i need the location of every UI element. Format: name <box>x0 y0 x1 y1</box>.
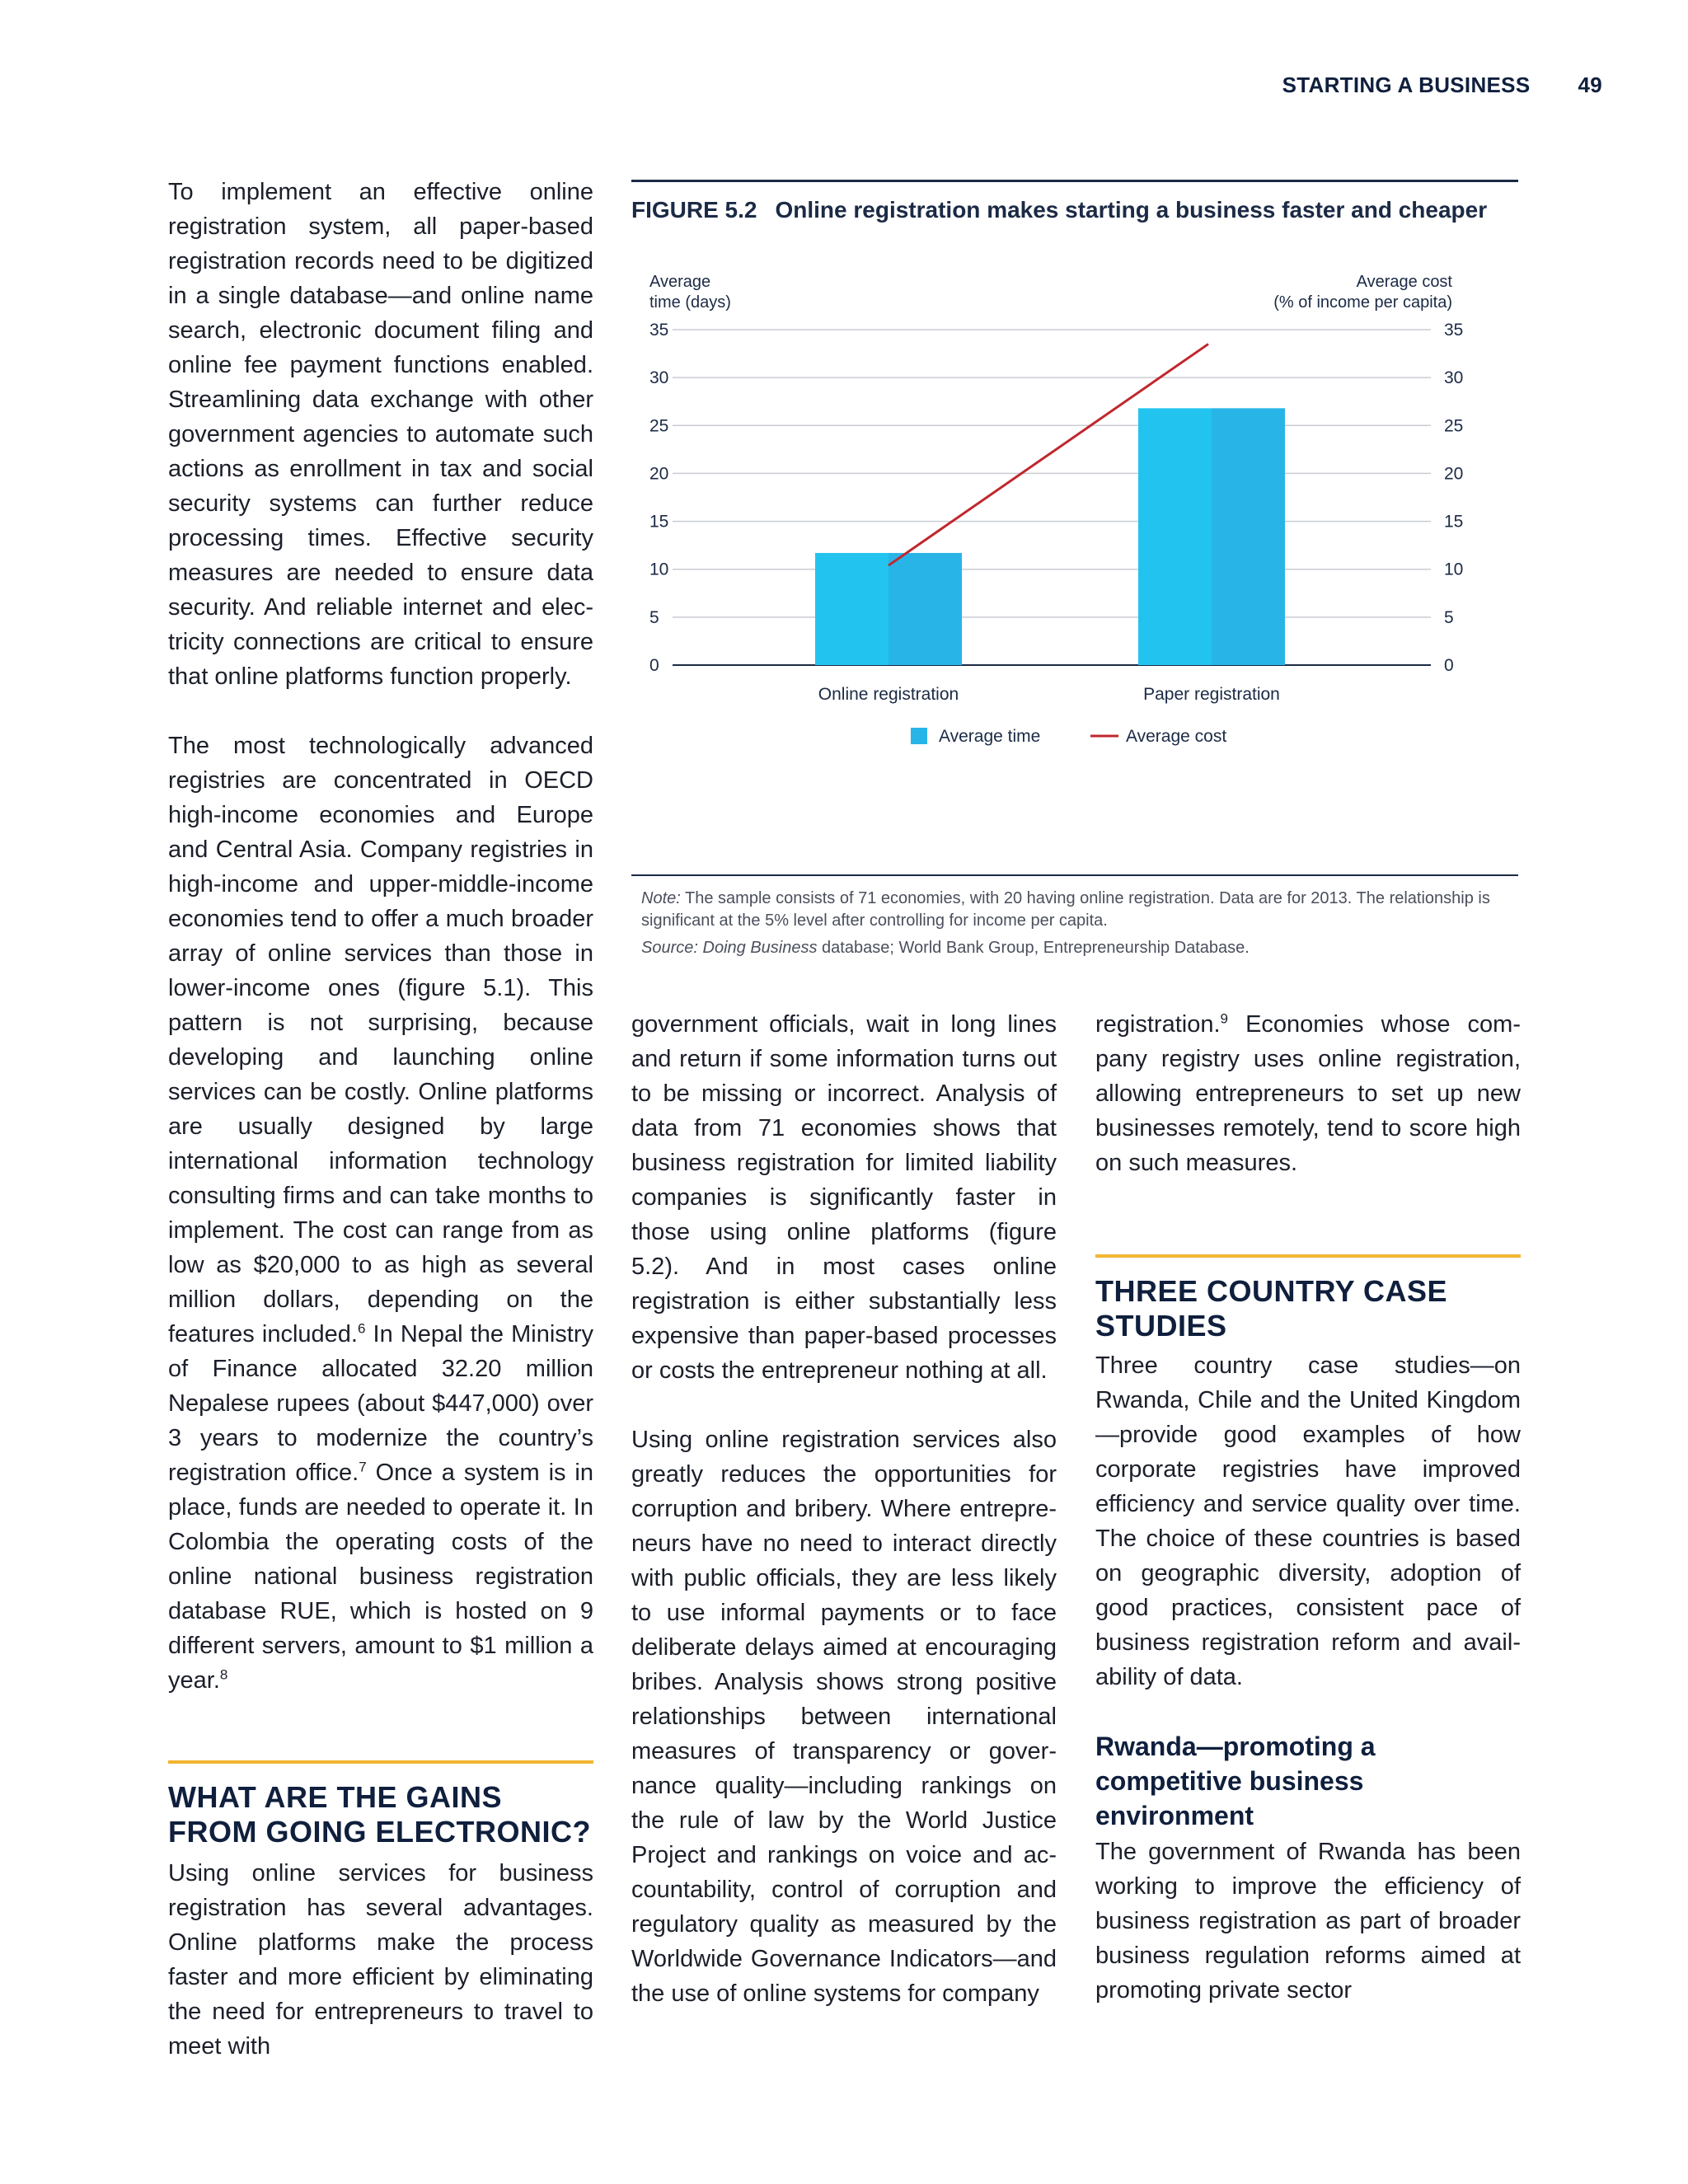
section-divider <box>1095 1254 1521 1258</box>
right-tick-label: 5 <box>1444 607 1454 627</box>
right-tick-label: 30 <box>1444 368 1464 388</box>
right-tick-label: 25 <box>1444 416 1464 436</box>
figure-title: FIGURE 5.2 Online registration makes starting a business faster and cheaper <box>631 197 1488 223</box>
paragraph: Using online registration services also greatly reduces the opportunities for corruption and bribery. Where entrepreneurs have no need to interact directly with public officials, they are less likely to use informal payments or to face deliberate delays aimed at encouraging bribes. Analysis shows strong positive relationships between international measures of transparency or governance quality—including rankings on the rule of law by the World Justice Project and rankings on voice and accountability, control of corruption and regulatory quality as measured by the Worldwide Governance Indicators—and the use of online systems for company <box>631 1427 1057 2007</box>
right-tick-label: 0 <box>1444 656 1454 675</box>
section-heading: WHAT ARE THE GAINS FROM GOING ELECTRONIC? <box>168 1780 591 1849</box>
paragraph: Three country case studies—on Rwanda, Chile and the United Kingdom—provide good examples of how corporate registries have improved efficiency and service quality over time. The choice of these countries is based on geographic diversity, adoption of good practices, consistent pace of business registration reform and availability of data. <box>1095 1352 1521 1690</box>
footnote-ref[interactable]: 6 <box>357 1320 366 1337</box>
right-tick-label: 15 <box>1444 512 1464 532</box>
paragraph: The government of Rwanda has been working to improve the efficiency of business registration as part of broader business regulation reforms aimed at promoting private sector <box>1095 1839 1521 2004</box>
bar-online-left <box>815 553 889 665</box>
page-number: 49 <box>1578 73 1602 97</box>
left-tick-label: 15 <box>649 512 669 532</box>
left-tick-label: 0 <box>649 656 659 675</box>
paragraph: To implement an effective online registration system, all paper-based registration records need to be digitized in a single database—and online name search, electronic document filing and online fee payment functions enabled. Streamlining data exchange with other government agencies to automate such actions as enrollment in tax and social security systems can further reduce processing times. Effective security measures are needed to ensure data security. And reliable internet and electricity connections are critical to ensure that online platforms function properly. <box>168 179 593 690</box>
legend-swatch-average-time <box>911 728 927 744</box>
figure-source: Source: Doing Business database; World Bank Group, Entrepreneurship Database. <box>641 939 1250 957</box>
right-tick-label: 10 <box>1444 560 1464 579</box>
figure-bottom-rule <box>631 874 1518 876</box>
legend-label: Average time <box>939 727 1041 746</box>
right-tick-label: 20 <box>1444 464 1464 484</box>
column-right <box>1095 1007 1521 2008</box>
footnote-ref[interactable]: 9 <box>1220 1010 1228 1027</box>
subsection-heading: Rwanda—promoting a competitive business environment <box>1095 1732 1376 1830</box>
figure-note: Note: The sample consists of 71 economies, with 20 having online registration. Data are for 2013. The relationship is significant at the 5% level after controlling for income per capita. <box>641 889 1490 930</box>
left-axis-title: time (days) <box>649 293 731 312</box>
left-tick-label: 35 <box>649 321 669 340</box>
figure-notes <box>641 888 1507 959</box>
paragraph: Using online services for business registration has several advantages. Online platforms make the process faster and more efficient by eliminating the need for entrepreneurs to travel to meet with <box>168 1860 593 2060</box>
section-heading: THREE COUNTRY CASE STUDIES <box>1095 1274 1448 1343</box>
left-tick-label: 25 <box>649 416 669 436</box>
column-left <box>168 175 593 2064</box>
figure-5-2 <box>631 180 1518 958</box>
column-middle <box>631 1007 1057 2011</box>
section-title: STARTING A BUSINESS <box>1282 73 1531 97</box>
bar-paper-left <box>1138 408 1212 665</box>
right-axis-title: Average cost <box>1356 273 1452 291</box>
paragraph: The most technologically advanced registries are concentrated in OECD high-income economies and Europe and Central Asia. Company registries in high-income and upper-middle-income economies tend to offer a much broader array of online services than those in lower-income ones (figure 5.1). This pattern is not surprising, because developing and launching online services can be costly. Online platforms are usually designed by large international information technology consulting firms and can take months to implement. The cost can range from as low as $20,000 to as high as several million dollars, depending on the features included.$^6$ In Nepal the Ministry of Finance allocated 32.20 million Nepalese rupees (about $447,000) over 3 years to modernize the country’s registration office.$^7$ Once a system is in place, funds are needed to operate it. In Colombia the operating costs of the online national business registration database RUE, which is hosted on 9 different servers, amount to $1 million a year.$^8$ <box>168 733 593 1694</box>
running-header <box>1282 73 1602 98</box>
bar-paper-right <box>1212 408 1285 665</box>
section-divider <box>168 1760 593 1764</box>
left-tick-label: 30 <box>649 368 669 388</box>
right-axis-title: (% of income per capita) <box>1273 293 1452 312</box>
bar-online-right <box>889 553 962 665</box>
left-tick-label: 5 <box>649 607 659 627</box>
footnote-ref[interactable]: 8 <box>219 1666 228 1683</box>
paragraph: government officials, wait in long lines and return if some information turns out to be missing or incorrect. Analysis of data from 71 economies shows that business registration for limited liability companies is significantly faster in those using online platforms (figure 5.2). And in most cases online registration is either substantially less expensive than paper-based processes or costs the entrepreneur nothing at all. <box>631 1011 1057 1384</box>
left-tick-label: 10 <box>649 560 669 579</box>
footnote-ref[interactable]: 7 <box>359 1459 367 1475</box>
left-tick-label: 20 <box>649 464 669 484</box>
left-axis-title: Average <box>649 273 711 291</box>
category-label: Online registration <box>818 685 959 704</box>
figure-label: FIGURE 5.2 <box>631 197 757 223</box>
category-label: Paper registration <box>1143 685 1280 704</box>
right-tick-label: 35 <box>1444 321 1464 340</box>
paragraph: registration.$^9$ Economies whose company registry uses online registration, allowing entrepreneurs to set up new businesses remotely, tend to score high on such measures. <box>1095 1010 1521 1176</box>
legend-label: Average cost <box>1126 727 1227 746</box>
